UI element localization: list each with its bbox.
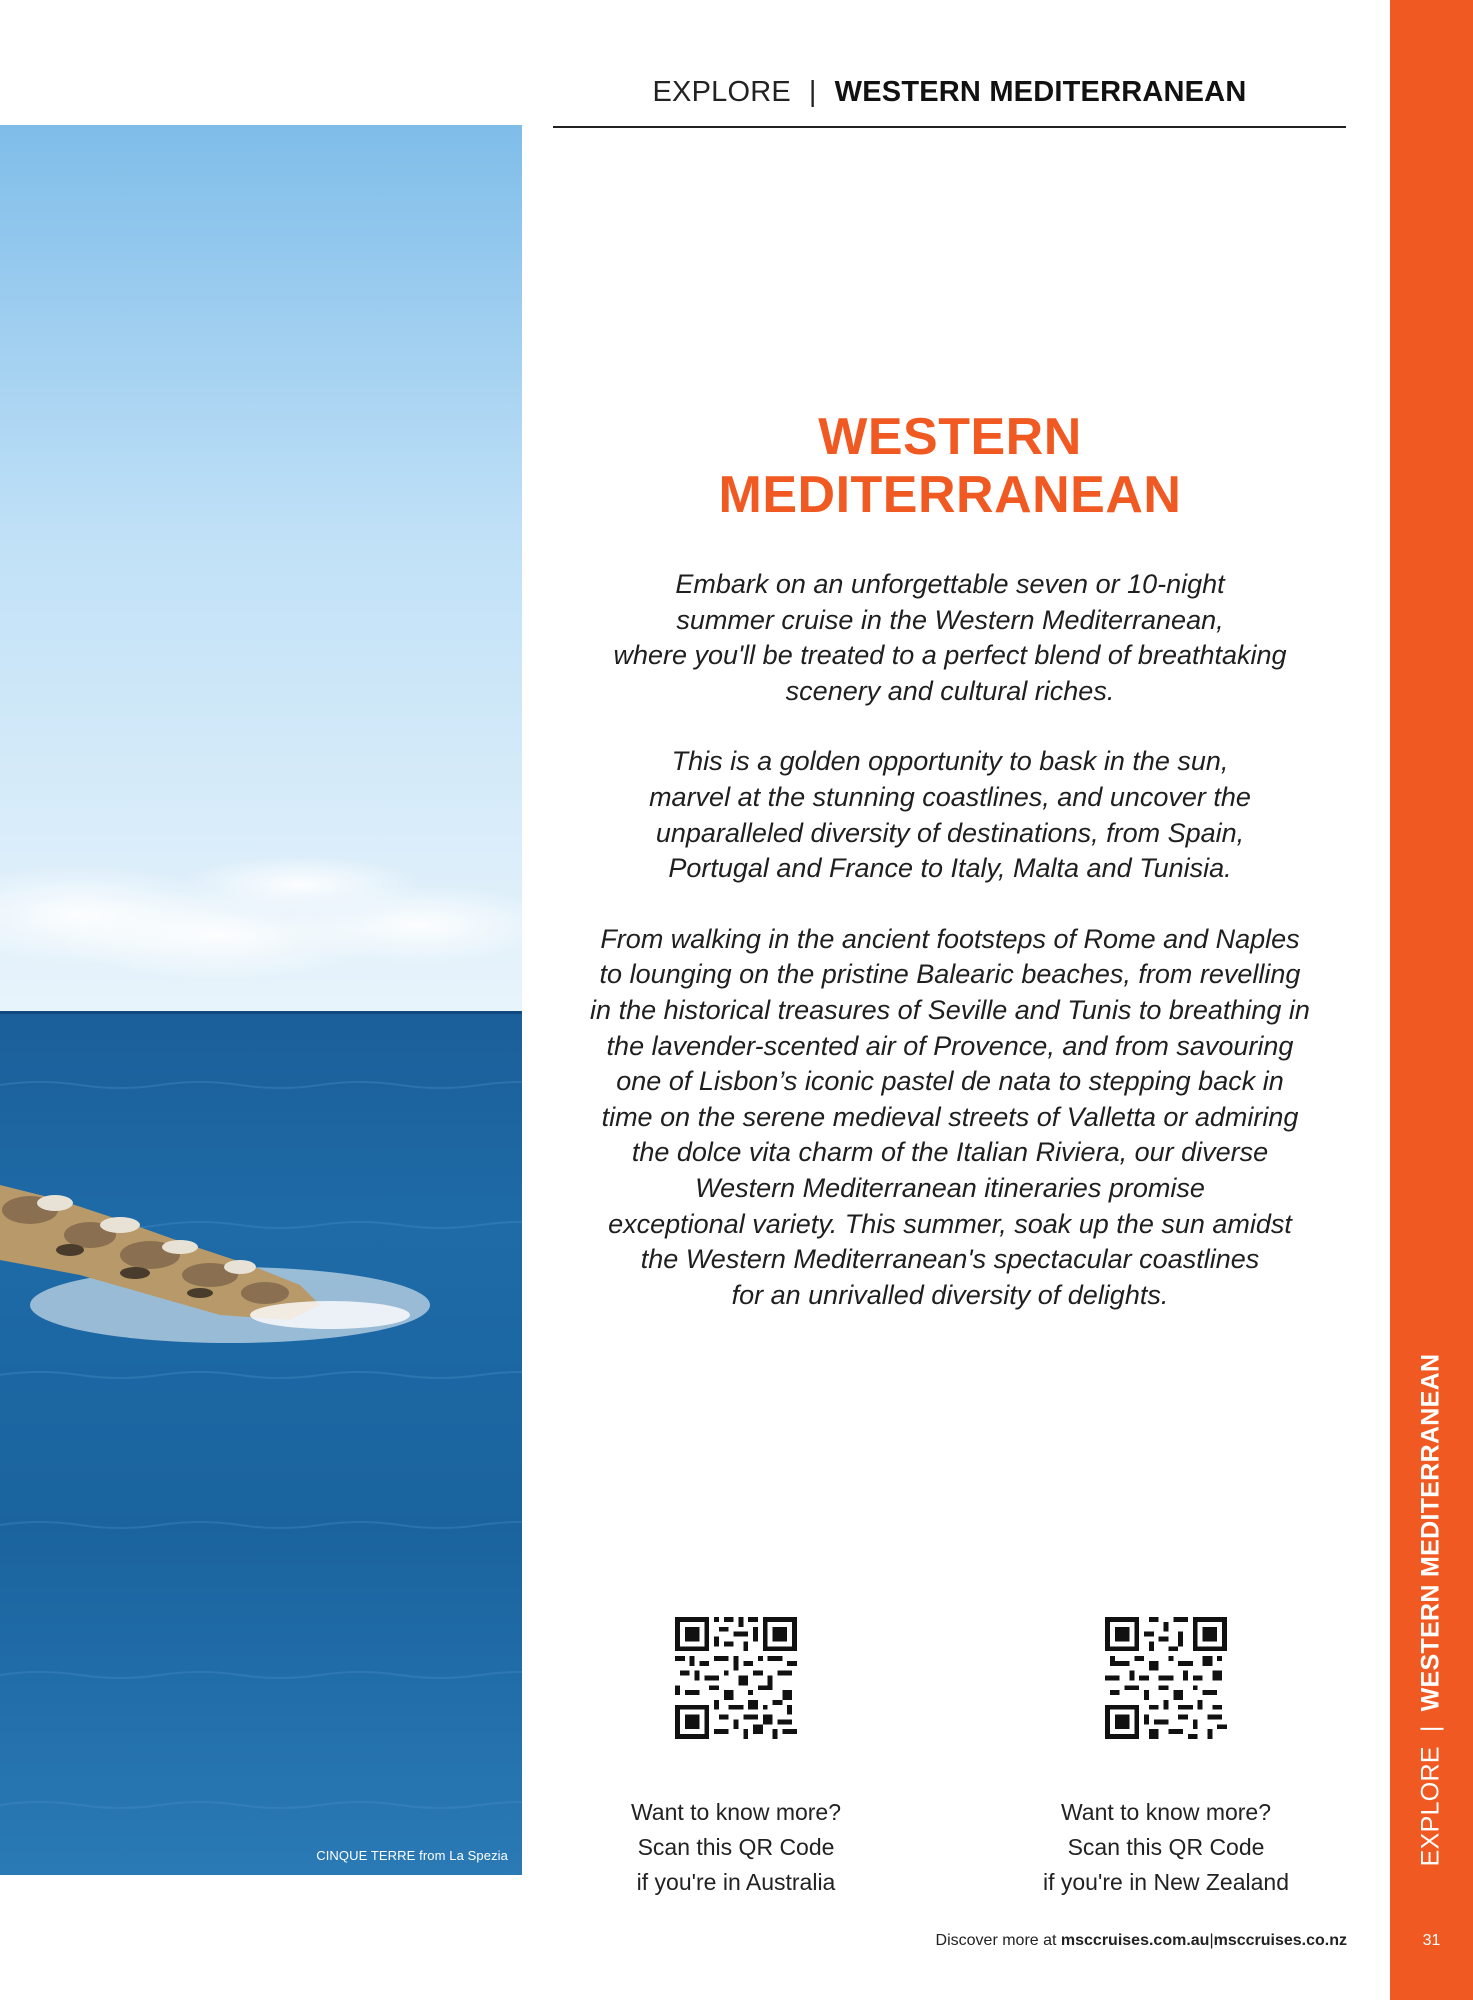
side-separator: |: [1416, 1725, 1445, 1733]
footer-prefix: Discover more at: [935, 1932, 1057, 1949]
p3-line: for an unrivalled diversity of delights.: [731, 1279, 1169, 1310]
p2-line: This is a golden opportunity to bask in the sun,: [671, 746, 1229, 777]
p3-line: the lavender-scented air of Provence, and from savouring: [606, 1030, 1294, 1061]
p2-line: Portugal and France to Italy, Malta and Tunisia.: [668, 853, 1232, 884]
qr-text-line: if you're in Australia: [636, 1869, 836, 1895]
header-region: WESTERN MEDITERRANEAN: [834, 76, 1247, 108]
qr-text-line: Want to know more?: [1060, 1799, 1272, 1825]
side-tab: [1390, 0, 1473, 2000]
qr-block-australia: [586, 1617, 886, 1900]
header-separator: |: [808, 76, 817, 108]
p3-line: in the historical treasures of Seville and Tunis to breathing in: [590, 994, 1310, 1025]
paragraph-1: [560, 567, 1340, 709]
p2-line: unparalleled diversity of destinations, from Spain,: [655, 817, 1245, 848]
p1-line: where you'll be treated to a perfect blend of breathtaking: [613, 640, 1287, 671]
photo-caption: [316, 1848, 508, 1863]
paragraph-2: [560, 744, 1340, 886]
p1-line: summer cruise in the Western Mediterranean,: [676, 604, 1224, 635]
caption-rest: from La Spezia: [419, 1848, 508, 1863]
p3-line: exceptional variety. This summer, soak up the sun amidst: [608, 1208, 1292, 1239]
p3-line: the Western Mediterranean's spectacular coastlines: [640, 1244, 1260, 1275]
footer-link-nz[interactable]: msccruises.co.nz: [1213, 1932, 1347, 1949]
qr-text-line: Scan this QR Code: [637, 1834, 835, 1860]
p1-line: Embark on an unforgettable seven or 10-night: [675, 569, 1225, 599]
side-tab-label: [1417, 1354, 1446, 1867]
qr-code-australia[interactable]: [675, 1617, 797, 1739]
qr-text-line: Want to know more?: [630, 1799, 842, 1825]
body-copy: [560, 567, 1340, 1348]
page-footer: [936, 1932, 1347, 1950]
footer-link-au[interactable]: msccruises.com.au: [1060, 1932, 1210, 1949]
qr-block-new-zealand: [1016, 1617, 1316, 1900]
p3-line: to lounging on the pristine Balearic beaches, from revelling: [599, 959, 1301, 990]
header-breadcrumb: [553, 76, 1346, 109]
page-header: [553, 76, 1346, 128]
hero-photo: [0, 125, 522, 1875]
side-region: WESTERN MEDITERRANEAN: [1416, 1353, 1445, 1712]
qr-text-line: Scan this QR Code: [1067, 1834, 1265, 1860]
side-section: EXPLORE: [1416, 1746, 1445, 1867]
qr-code-new-zealand[interactable]: [1105, 1617, 1227, 1739]
page-title: [560, 408, 1340, 524]
header-section: EXPLORE: [652, 76, 791, 108]
p3-line: From walking in the ancient footsteps of Rome and Naples: [600, 923, 1300, 954]
p3-line: time on the serene medieval streets of Valletta or admiring: [601, 1101, 1299, 1132]
caption-place: CINQUE TERRE: [316, 1848, 416, 1863]
p3-line: one of Lisbon’s iconic pastel de nata to stepping back in: [616, 1066, 1284, 1097]
page-number: 31: [1422, 1932, 1441, 1949]
paragraph-3: [560, 922, 1340, 1314]
p3-line: the dolce vita charm of the Italian Riviera, our diverse: [631, 1137, 1269, 1168]
footer-separator: |: [1209, 1932, 1214, 1949]
qr-instructions-australia: [586, 1795, 886, 1900]
qr-instructions-new-zealand: [1016, 1795, 1316, 1900]
qr-text-line: if you're in New Zealand: [1042, 1869, 1289, 1895]
p3-line: Western Mediterranean itineraries promise: [695, 1172, 1205, 1203]
title-line-2: MEDITERRANEAN: [718, 466, 1182, 524]
p1-line: scenery and cultural riches.: [785, 675, 1115, 706]
p2-line: marvel at the stunning coastlines, and uncover the: [649, 781, 1251, 812]
sea-landscape-image: [0, 125, 522, 1875]
title-line-1: WESTERN: [818, 408, 1082, 466]
